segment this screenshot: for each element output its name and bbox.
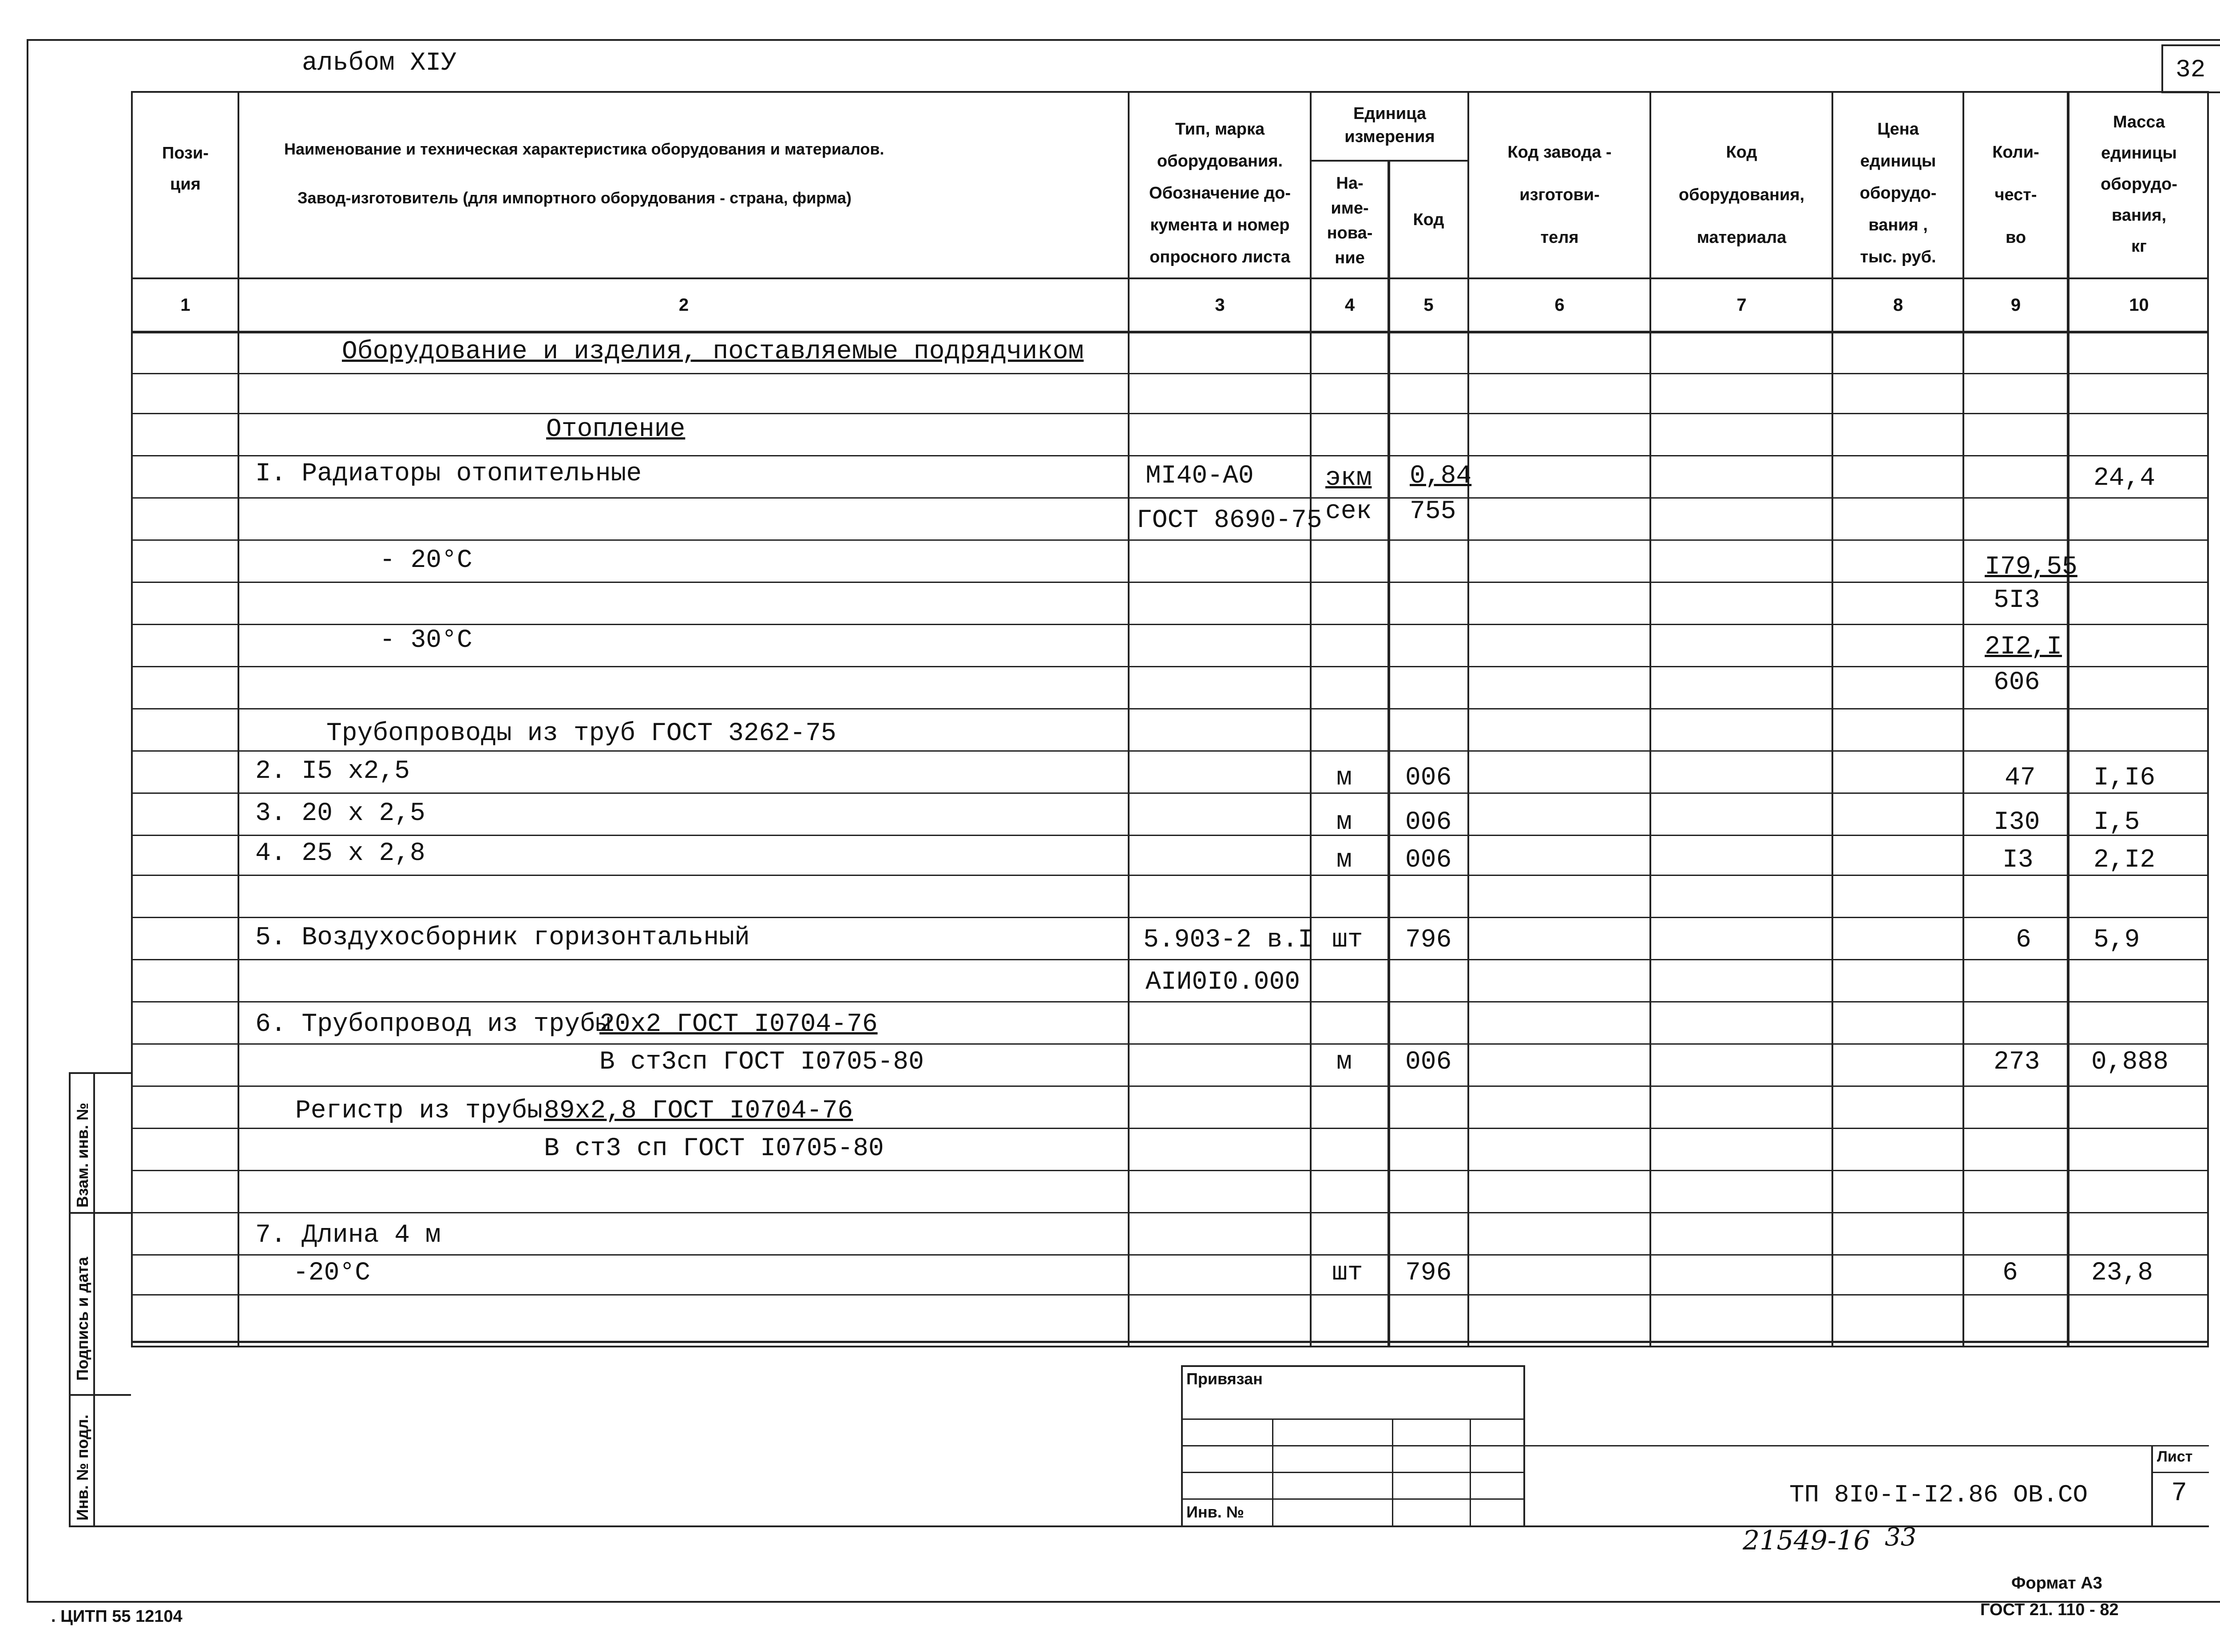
- item-mass: 24,4: [2093, 464, 2156, 493]
- item-mass: 0,888: [2091, 1048, 2169, 1077]
- item-unit: шт: [1332, 1259, 1363, 1288]
- section-title: Оборудование и изделия, поставляемые подрядчиком: [342, 337, 1084, 366]
- item-code: 006: [1405, 1048, 1452, 1077]
- col-number: 10: [2129, 295, 2149, 315]
- col-header-equip-code: Код оборудования, материала: [1678, 143, 1805, 247]
- item-quantity: I30: [1994, 808, 2040, 837]
- col-header-type: Тип, марка оборудования. Обозначение до- кумента и номер опросного листа: [1149, 120, 1291, 266]
- item-unit: м: [1336, 764, 1352, 792]
- side-label-podpis: Подпись и дата: [73, 1257, 91, 1381]
- col-header-name-line1: Наименование и техническая характеристика оборудования и материалов.: [284, 140, 884, 158]
- col-line: [2067, 91, 2069, 1347]
- item-code: 0,84: [1410, 462, 1472, 491]
- item-mass: I,5: [2093, 808, 2140, 837]
- item-mass: 2,I2: [2093, 846, 2156, 875]
- group-title: Трубопроводы из труб ГОСТ 3262-75: [326, 719, 836, 748]
- col-header-unit-group: Единица измерения: [1344, 104, 1435, 146]
- row-line: [131, 373, 2209, 374]
- col-header-position: Пози- ция: [162, 144, 209, 194]
- stamp-line: [1392, 1418, 1393, 1527]
- item-name: 5. Воздухосборник горизонтальный: [255, 923, 750, 952]
- item-name: В ст3сп ГОСТ I0705-80: [599, 1048, 924, 1077]
- col-line: [1128, 91, 1130, 1347]
- item-unit: экм: [1325, 464, 1372, 493]
- gost-label: ГОСТ 21. 110 - 82: [1980, 1600, 2119, 1619]
- item-name: 6. Трубопровод из трубы: [255, 1010, 611, 1039]
- side-strip-line: [69, 1212, 131, 1214]
- item-mass: I,I6: [2093, 764, 2156, 792]
- stamp-line: [1181, 1498, 1525, 1500]
- item-type: АIИ0I0.000: [1146, 968, 1300, 997]
- row-line: [131, 1212, 2209, 1213]
- col-number: 1: [180, 295, 190, 315]
- row-line: [131, 1254, 2209, 1256]
- stamp-line: [1181, 1418, 1525, 1420]
- item-quantity: 6: [2002, 1259, 2018, 1288]
- item-unit: м: [1336, 808, 1352, 837]
- col-line: [1467, 91, 1469, 1347]
- col-header-unit-name: На- име- нова- ние: [1327, 174, 1373, 267]
- item-quantity: 2I2,I: [1985, 633, 2062, 662]
- side-strip-line: [69, 1525, 131, 1527]
- row-line: [131, 624, 2209, 625]
- citp-label: . ЦИТП 55 12104: [51, 1607, 182, 1626]
- col-number: 5: [1423, 295, 1434, 315]
- col-header-mass: Масса единицы оборудо- вания, кг: [2101, 113, 2177, 256]
- item-name: 2. I5 х2,5: [255, 757, 410, 786]
- item-name: В ст3 сп ГОСТ I0705-80: [544, 1134, 884, 1163]
- row-line: [131, 835, 2209, 836]
- item-type: 5.903-2 в.I: [1143, 926, 1313, 955]
- row-line: [131, 666, 2209, 667]
- col-line: [1832, 91, 1833, 1347]
- side-strip-line: [93, 1072, 95, 1527]
- list-number: 7: [2171, 1478, 2188, 1509]
- row-line: [131, 1043, 2209, 1045]
- col-line: [238, 91, 239, 1347]
- item-quantity: 47: [2005, 764, 2036, 792]
- page-number: 32: [2176, 55, 2206, 84]
- privyazan-label: Привязан: [1186, 1370, 1263, 1388]
- unit-group-line: [1310, 160, 1467, 162]
- col-header-price: Цена единицы оборудо- вания , тыс. руб.: [1859, 120, 1937, 266]
- item-quantity: 6: [2016, 926, 2031, 955]
- row-line: [131, 875, 2209, 876]
- col-number: 8: [1893, 295, 1903, 315]
- subsection-title: Отопление: [546, 415, 686, 444]
- row-line: [131, 539, 2209, 541]
- album-title: альбом XIУ: [302, 49, 457, 78]
- item-code: 006: [1405, 808, 1452, 837]
- row-line: [131, 750, 2209, 752]
- row-line: [131, 413, 2209, 414]
- item-quantity: 606: [1994, 668, 2040, 697]
- list-box-line: [2151, 1445, 2153, 1527]
- col-line: [1388, 160, 1390, 1347]
- item-code: 796: [1405, 926, 1452, 955]
- item-unit: шт: [1332, 926, 1363, 955]
- item-name-pipe: 89х2,8 ГОСТ I0704-76: [544, 1097, 853, 1125]
- item-quantity: I79,55: [1985, 553, 2077, 582]
- item-mass: 23,8: [2091, 1259, 2153, 1288]
- row-line: [131, 455, 2209, 456]
- item-code: 006: [1405, 764, 1452, 792]
- side-strip-line: [69, 1072, 71, 1527]
- col-header-quantity: Коли- чест- во: [1992, 143, 2039, 247]
- col-line: [1649, 91, 1651, 1347]
- list-box-line: [2151, 1472, 2209, 1473]
- item-name: - 30°С: [380, 626, 472, 655]
- row-line: [131, 582, 2209, 583]
- stamp-line: [1181, 1472, 1525, 1473]
- col-number: 7: [1736, 295, 1747, 315]
- handwritten-number: 21549-16: [1743, 1525, 1871, 1556]
- item-name-pipe: 20х2 ГОСТ I0704-76: [599, 1010, 878, 1039]
- col-number: 3: [1215, 295, 1225, 315]
- row-line: [131, 708, 2209, 709]
- document-code: ТП 8I0-I-I2.86 ОВ.СО: [1789, 1481, 2088, 1509]
- colnum-bottom-line: [131, 331, 2209, 333]
- item-name: 4. 25 х 2,8: [255, 839, 425, 868]
- inv-no-label: Инв. №: [1186, 1503, 1244, 1521]
- col-header-name-line2: Завод-изготовитель (для импортного оборудования - страна, фирма): [297, 189, 852, 207]
- item-unit: м: [1336, 846, 1352, 875]
- item-unit: м: [1336, 1048, 1352, 1077]
- item-type: МI40-А0: [1146, 462, 1254, 491]
- header-bottom-line: [131, 277, 2209, 279]
- col-number: 2: [678, 295, 689, 315]
- item-type: ГОСТ 8690-75: [1137, 506, 1322, 535]
- row-line: [131, 497, 2209, 499]
- col-header-factory-code: Код завода - изготови- теля: [1507, 143, 1612, 247]
- col-line: [1310, 91, 1312, 1347]
- side-label-vzam: Взам. инв. №: [73, 1102, 91, 1208]
- row-line: [131, 1001, 2209, 1002]
- item-name: 7. Длина 4 м: [255, 1221, 441, 1250]
- side-label-inv-podl: Инв. № подл.: [73, 1414, 91, 1521]
- row-line: [131, 1085, 2209, 1087]
- item-name: I. Радиаторы отопительные: [255, 460, 642, 488]
- row-line: [131, 1128, 2209, 1129]
- row-line: [131, 1170, 2209, 1171]
- item-code: 796: [1405, 1259, 1452, 1288]
- item-name: -20°С: [293, 1259, 371, 1288]
- format-label: Формат А3: [2011, 1574, 2102, 1593]
- list-label: Лист: [2157, 1448, 2193, 1465]
- row-line: [131, 959, 2209, 960]
- item-quantity: 5I3: [1994, 586, 2040, 615]
- stamp-line: [1470, 1418, 1471, 1527]
- item-mass: 5,9: [2093, 926, 2140, 955]
- side-strip-line: [69, 1394, 131, 1396]
- stamp-line: [1181, 1445, 1525, 1446]
- item-unit: сек: [1325, 497, 1372, 526]
- item-name: Регистр из трубы: [295, 1097, 543, 1125]
- col-header-unit-code: Код: [1413, 210, 1444, 229]
- item-code: 755: [1410, 497, 1456, 526]
- col-number: 6: [1554, 295, 1565, 315]
- row-line: [131, 792, 2209, 794]
- item-code: 006: [1405, 846, 1452, 875]
- col-line: [1962, 91, 1964, 1347]
- side-strip-line: [69, 1072, 131, 1074]
- stamp-line: [1272, 1418, 1273, 1527]
- stamp-line: [1525, 1445, 2209, 1446]
- item-name: 3. 20 х 2,5: [255, 799, 425, 828]
- item-quantity: 273: [1994, 1048, 2040, 1077]
- handwritten-page: 33: [1885, 1523, 1917, 1552]
- row-line: [131, 1294, 2209, 1295]
- table-body-bottom-line: [131, 1341, 2209, 1343]
- row-line: [131, 917, 2209, 918]
- item-name: - 20°С: [380, 546, 472, 575]
- col-number: 4: [1344, 295, 1355, 315]
- item-quantity: I3: [2002, 846, 2034, 875]
- col-number: 9: [2010, 295, 2021, 315]
